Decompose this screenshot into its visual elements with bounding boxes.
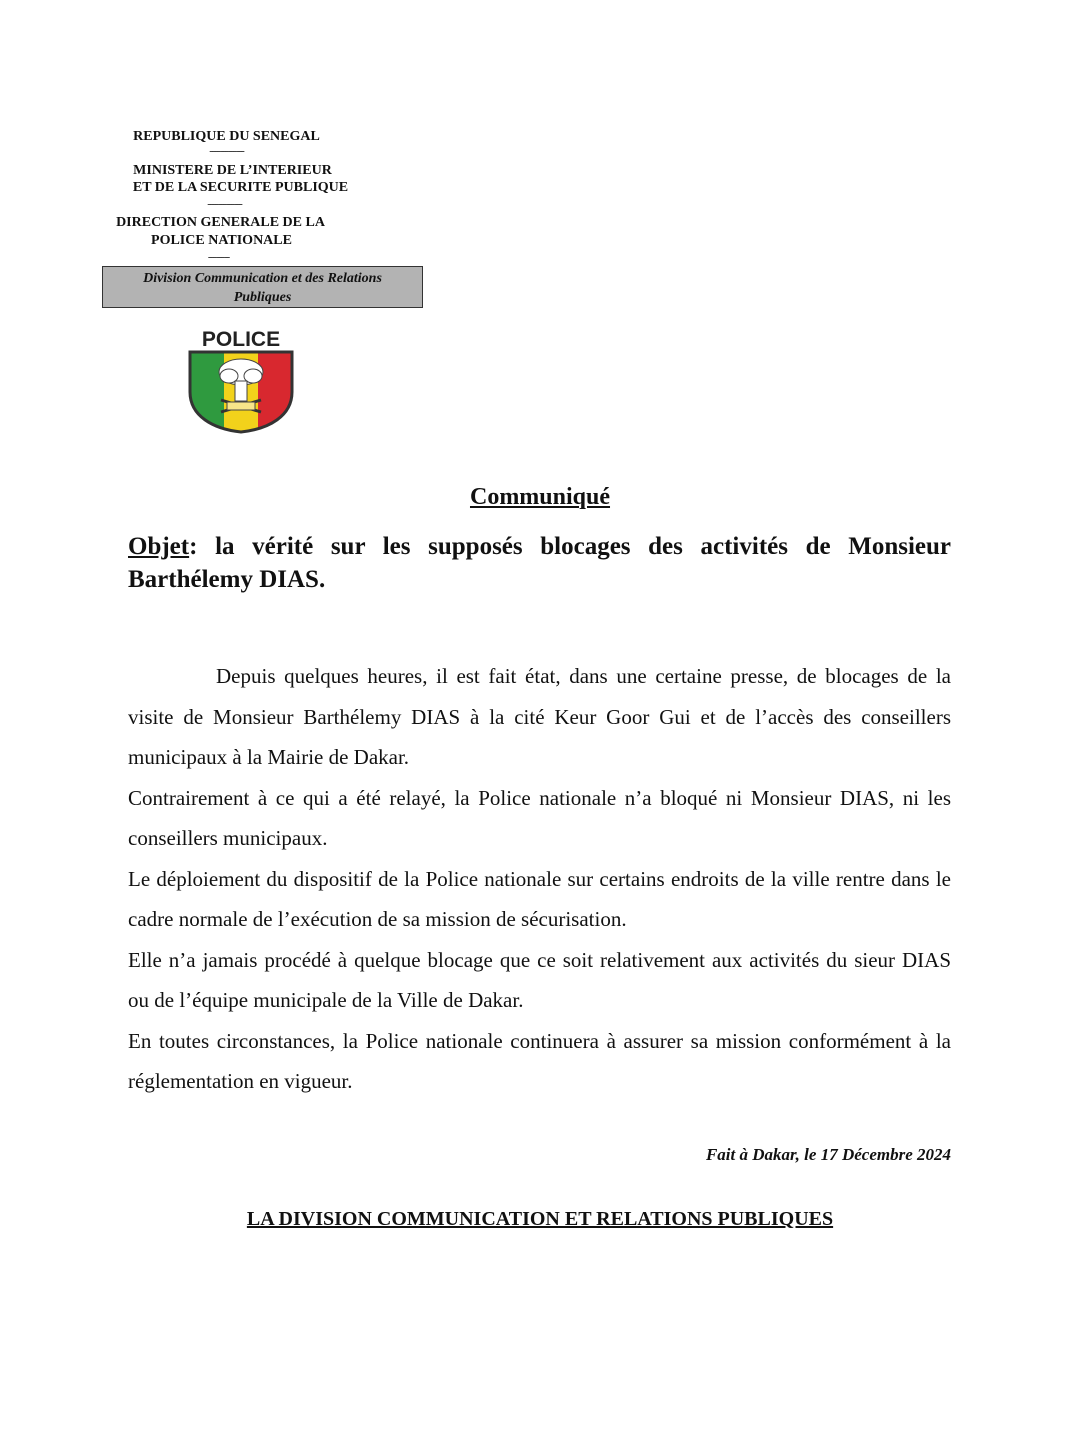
paragraph: Contrairement à ce qui a été relayé, la Police nationale n’a bloqué ni Monsieur DIAS, ni les conseillers municipaux. [128, 785, 951, 850]
letterhead-separator: ------------- [207, 198, 242, 210]
paragraph: Le déploiement du dispositif de la Police nationale sur certains endroits de la ville rentre dans le cadre normale de l’exécution de sa mission de sécurisation. [128, 866, 951, 931]
letterhead-ministry-line-2: ET DE LA SECURITE PUBLIQUE [132, 180, 349, 195]
place-date: Fait à Dakar, le 17 Décembre 2024 [705, 1145, 951, 1164]
objet-line [128, 530, 951, 596]
letterhead-direction-line-2: POLICE NATIONALE [151, 233, 292, 248]
logo-label: POLICE [201, 328, 281, 351]
signature: LA DIVISION COMMUNICATION ET RELATIONS PUBLIQUES [246, 1208, 834, 1230]
division-box [102, 266, 423, 308]
division-line-1: Division Communication et des Relations [143, 271, 382, 286]
objet-label: Objet [128, 533, 190, 560]
police-shield-icon [183, 326, 299, 434]
objet-text: : la vérité sur les supposés blocages des activités de Monsieur Barthélemy DIAS. [128, 533, 951, 593]
document-title: Communiqué [469, 484, 611, 510]
letterhead-direction-line-1: DIRECTION GENERALE DE LA [116, 215, 325, 230]
letterhead-ministry-line-1: MINISTERE DE L’INTERIEUR [133, 163, 332, 178]
letterhead-republic: REPUBLIQUE DU SENEGAL [133, 129, 320, 144]
letterhead-separator: -------- [207, 251, 230, 263]
paragraph: Elle n’a jamais procédé à quelque blocage que ce soit relativement aux activités du sieur DIAS ou de l’équipe municipale de la Ville de Dakar. [128, 947, 951, 1012]
police-emblem [183, 326, 299, 434]
paragraph: Depuis quelques heures, il est fait état, dans une certaine presse, de blocages de la visite de Monsieur Barthélemy DIAS à la cité Keur Goor Gui et de l’accès des conseillers municipaux à la Mairie de Dakar. [128, 664, 951, 769]
paragraph: En toutes circonstances, la Police nationale continuera à assurer sa mission conformément à la réglementation en vigueur. [128, 1028, 951, 1093]
division-line-2: Publiques [233, 290, 292, 305]
document-body [128, 656, 951, 1102]
letterhead-separator: ------------- [209, 145, 244, 157]
